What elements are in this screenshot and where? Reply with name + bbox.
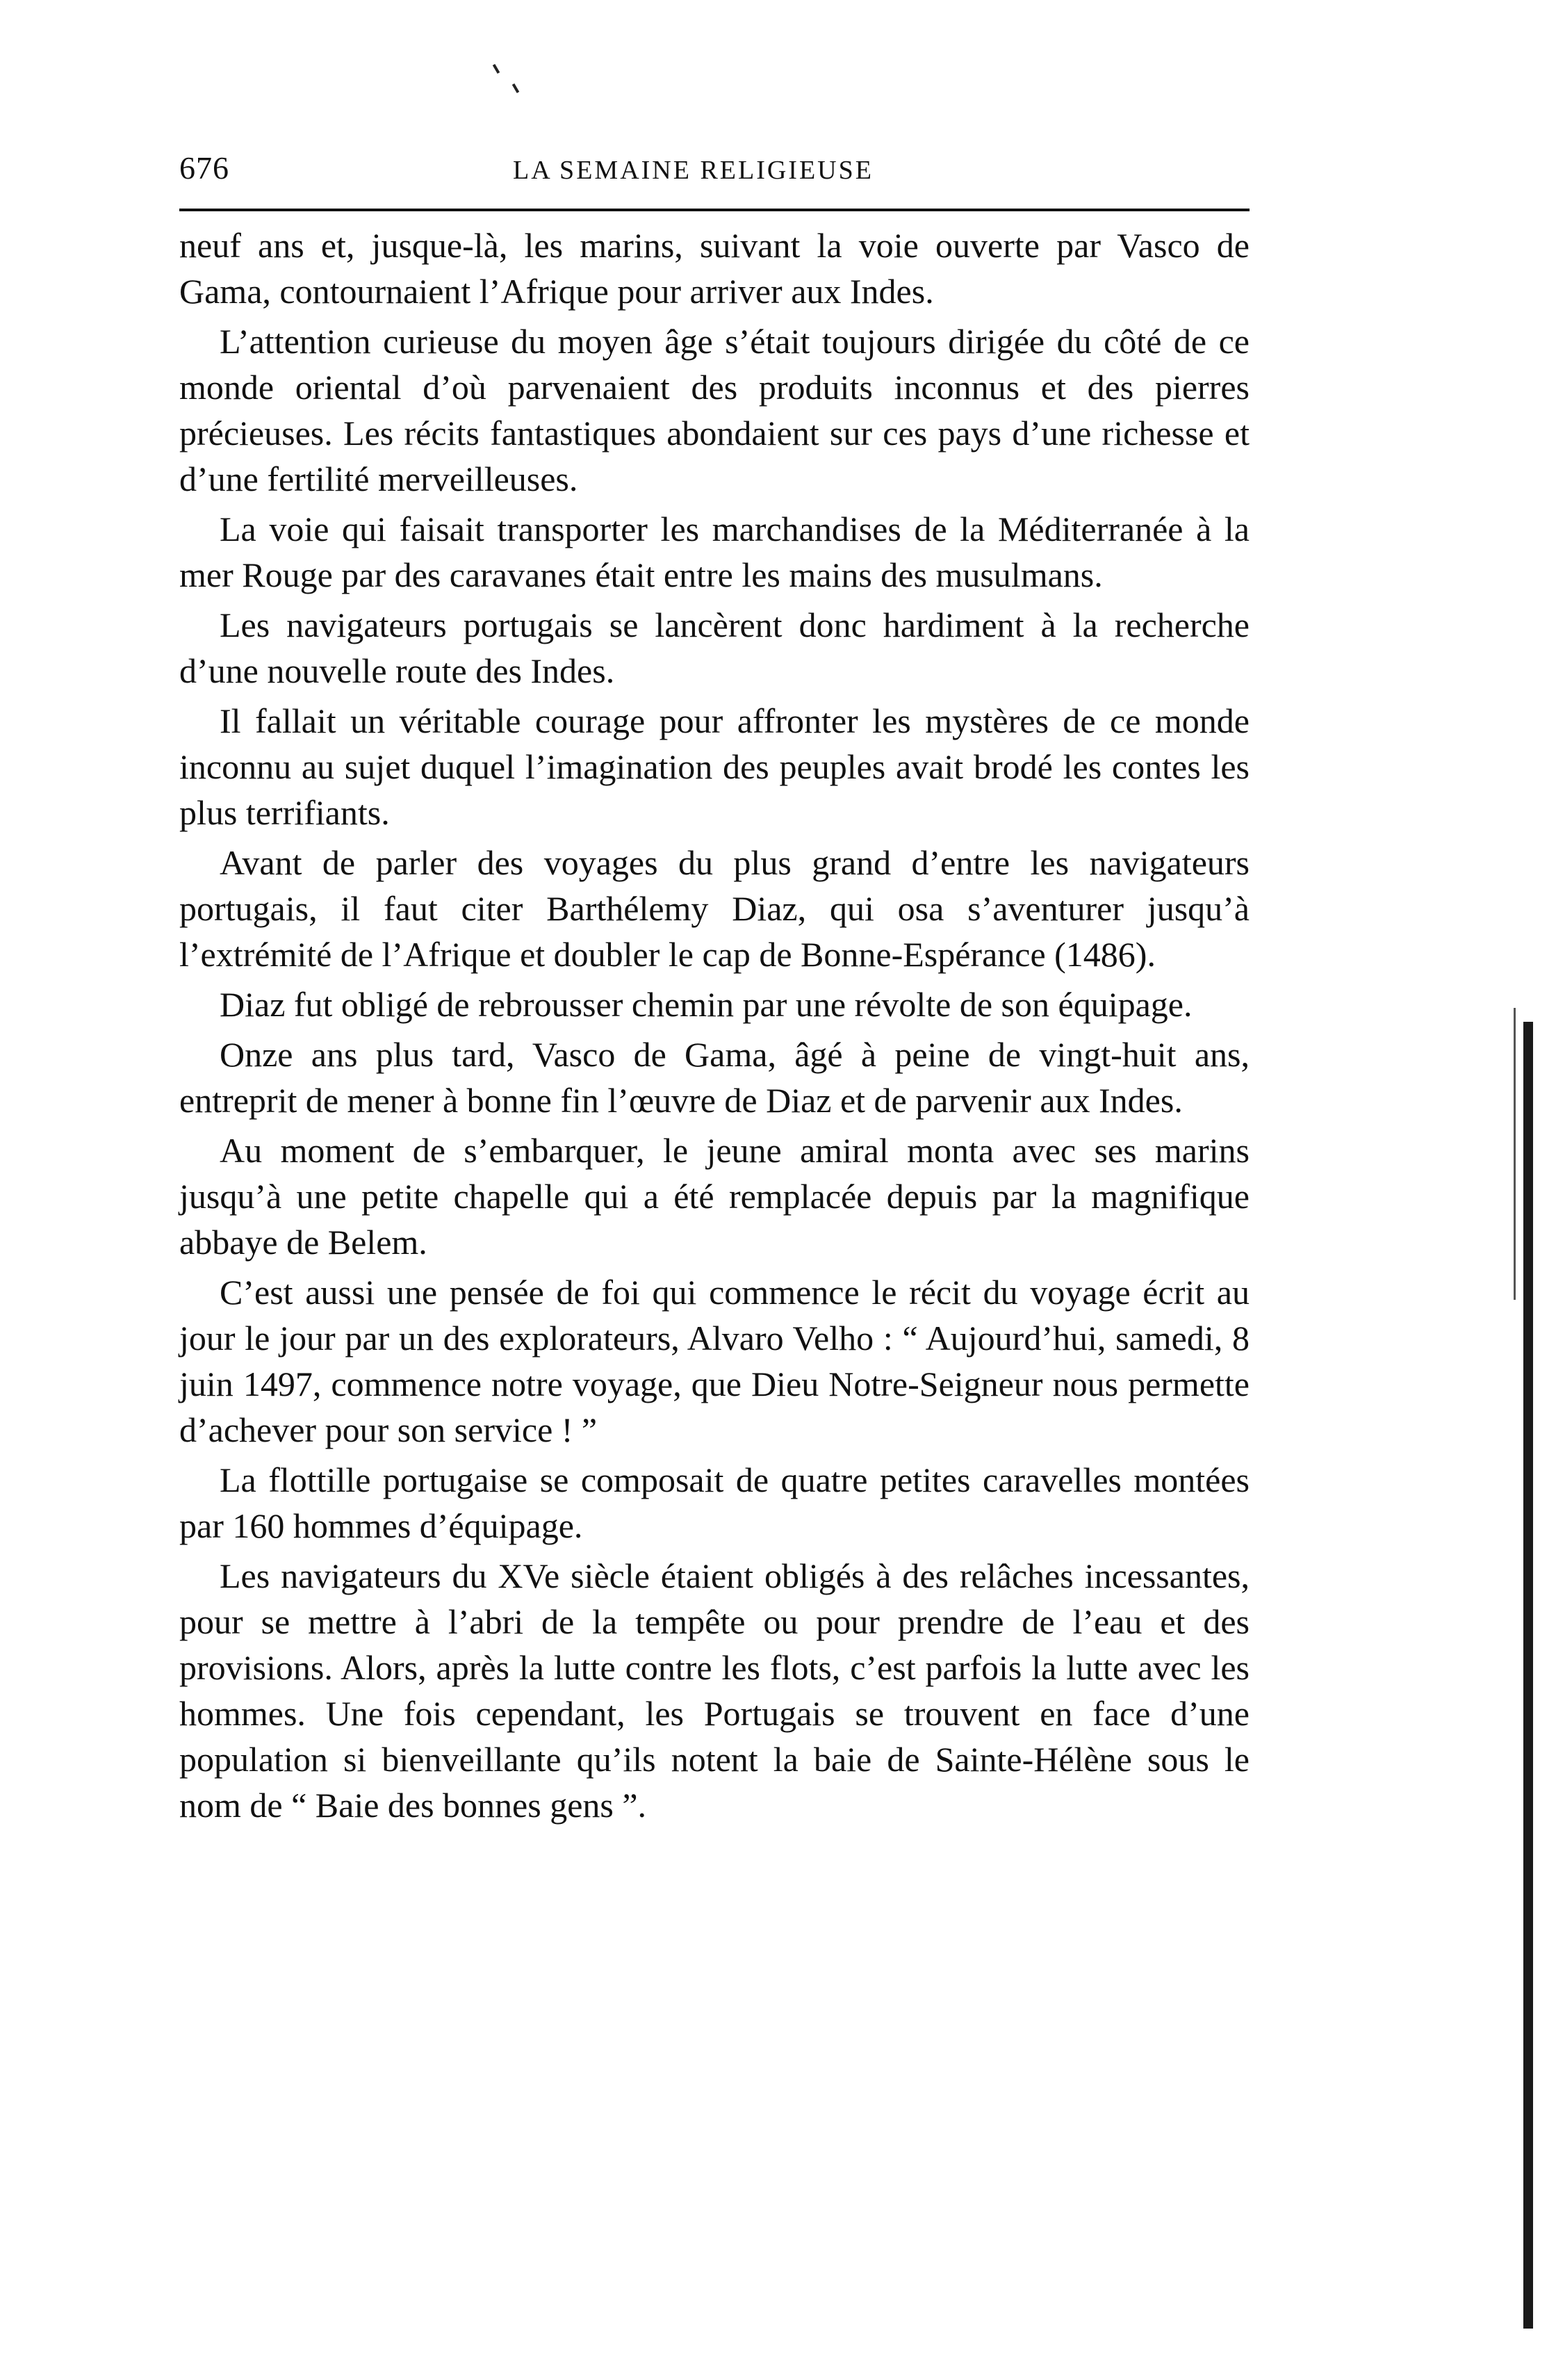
page-number: 676 — [179, 150, 229, 186]
paragraph: Diaz fut obligé de rebrousser chemin par une révolte de son équipage. — [220, 985, 1193, 1024]
paragraph: Les navigateurs portugais se lancèrent donc hardiment à la recherche d’une nouvelle route des Indes. — [179, 605, 1250, 690]
paragraph: La voie qui faisait transporter les marchandises de la Méditerranée à la mer Rouge par des caravanes était entre les mains des musulmans. — [179, 510, 1250, 594]
scan-speck — [493, 64, 500, 74]
paragraph: Au moment de s’embarquer, le jeune amiral monta avec ses marins jusqu’à une petite chapelle qui a été remplacée depuis par la magnifique abbaye de Belem. — [179, 1131, 1250, 1262]
paragraph: Les navigateurs du XVe siècle étaient obligés à des relâches incessantes, pour se mettre à l’abri de la tempête ou pour prendre de l’eau et des provisions. Alors, après la lutte contre les flots, c’est parfois la lutte avec les hommes. Une fois cependant, les Portugais se trouvent en face d’une population si bienveillante qu’ils notent la baie de Sainte-Hélène sous le nom de “ Baie des bonnes gens ”. — [179, 1556, 1250, 1825]
paragraph: Avant de parler des voyages du plus grand d’entre les navigateurs portugais, il faut citer Barthélemy Diaz, qui osa s’aventurer jusqu’à l’extrémité de l’Afrique et doubler le cap de Bonne-Espérance (1486). — [179, 843, 1250, 974]
page-header — [179, 149, 1250, 198]
header-rule — [179, 209, 1250, 211]
paragraph: Onze ans plus tard, Vasco de Gama, âgé à peine de vingt-huit ans, entreprit de mener à bonne fin l’œuvre de Diaz et de parvenir aux Indes. — [179, 1035, 1250, 1120]
scan-edge-shadow — [1523, 1022, 1533, 2329]
scan-speck — [512, 83, 519, 93]
paragraph: neuf ans et, jusque-là, les marins, suivant la voie ouverte par Vasco de Gama, contournaient l’Afrique pour arriver aux Indes. — [179, 226, 1250, 311]
body-text — [179, 222, 1250, 1832]
paragraph: La flottille portugaise se composait de quatre petites caravelles montées par 160 hommes d’équipage. — [179, 1460, 1250, 1545]
running-title: LA SEMAINE RELIGIEUSE — [513, 156, 874, 185]
paragraph: L’attention curieuse du moyen âge s’était toujours dirigée du côté de ce monde oriental d’où parvenaient des produits inconnus et des pierres précieuses. Les récits fantastiques abondaient sur ces pays d’une richesse et d’une fertilité merveilleuses. — [179, 322, 1250, 498]
paragraph: C’est aussi une pensée de foi qui commence le récit du voyage écrit au jour le jour par un des explorateurs, Alvaro Velho : “ Aujourd’hui, samedi, 8 juin 1497, commence notre voyage, que Dieu Notre-Seigneur nous permette d’achever pour son service ! ” — [179, 1273, 1250, 1449]
scan-edge-shadow — [1514, 1008, 1516, 1300]
paragraph: Il fallait un véritable courage pour affronter les mystères de ce monde inconnu au sujet duquel l’imagination des peuples avait brodé les contes les plus terrifiants. — [179, 701, 1250, 832]
